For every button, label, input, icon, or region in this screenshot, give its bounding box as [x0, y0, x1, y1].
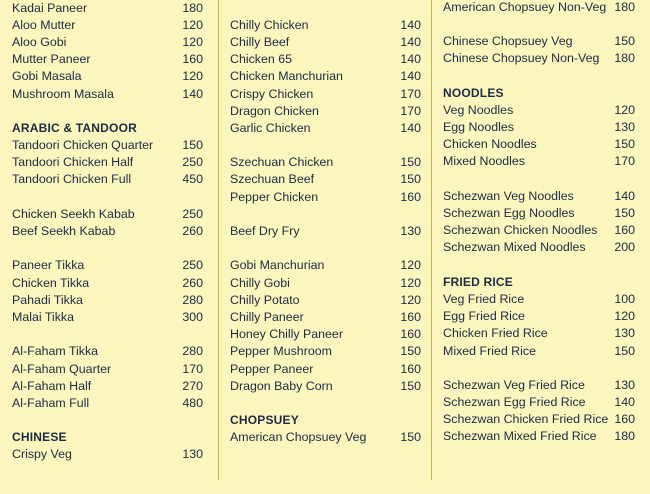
- menu-item-row: [443, 428, 635, 445]
- menu-item-price: 130: [614, 377, 635, 392]
- menu-item-price: 120: [400, 292, 421, 307]
- menu-item-row: [12, 446, 203, 463]
- menu-item-row: [443, 343, 635, 360]
- menu-item-price: 160: [400, 361, 421, 376]
- section-gap: [230, 395, 421, 412]
- menu-item-price: 250: [182, 206, 203, 221]
- section-gap: [12, 189, 203, 206]
- menu-item-row: [12, 257, 203, 274]
- menu-item-name: Mushroom Masala: [12, 86, 114, 101]
- menu-item-row: [12, 0, 203, 17]
- section-heading: CHINESE: [12, 430, 67, 445]
- menu-item-price: 120: [400, 258, 421, 273]
- menu-item-row: [12, 154, 203, 171]
- menu-item-name: Paneer Tikka: [12, 258, 85, 273]
- menu-item-price: 150: [400, 430, 421, 445]
- menu-item-price: 120: [182, 34, 203, 49]
- menu-item-row: [12, 206, 203, 223]
- menu-item-row: [443, 188, 635, 205]
- menu-item-row: [443, 325, 635, 342]
- menu-item-price: 120: [400, 275, 421, 290]
- menu-item-row: [230, 343, 421, 360]
- menu-item-name: American Chopsuey Veg: [230, 430, 367, 445]
- menu-item-row: [230, 223, 421, 240]
- menu-item-price: 150: [614, 343, 635, 358]
- menu-item-name: Chicken Manchurian: [230, 69, 343, 84]
- menu-item-row: [12, 223, 203, 240]
- menu-item-row: [230, 17, 421, 34]
- menu-item-name: Mixed Fried Rice: [443, 343, 536, 358]
- menu-item-price: 130: [182, 447, 203, 462]
- menu-item-row: [443, 102, 635, 119]
- menu-item-row: [230, 103, 421, 120]
- menu-item-row: [230, 309, 421, 326]
- menu-item-price: 170: [400, 103, 421, 118]
- menu-item-row: [12, 86, 203, 103]
- section-gap: [12, 412, 203, 429]
- menu-item-price: 130: [614, 326, 635, 341]
- menu-item-name: Szechuan Beef: [230, 172, 315, 187]
- menu-item-price: 140: [614, 188, 635, 203]
- menu-item-row: [12, 171, 203, 188]
- menu-item-name: Kadai Paneer: [12, 0, 88, 15]
- section-heading: ARABIC & TANDOOR: [12, 120, 137, 135]
- menu-item-price: 140: [400, 17, 421, 32]
- menu-item-row: [12, 292, 203, 309]
- section-heading: CHOPSUEY: [230, 413, 299, 428]
- menu-item-name: Tandoori Chicken Half: [12, 155, 134, 170]
- menu-item-row: [443, 222, 635, 239]
- menu-item-name: Schezwan Chicken Fried Rice: [443, 412, 609, 427]
- menu-item-name: Chinese Chopsuey Veg: [443, 34, 573, 49]
- menu-item-name: Schezwan Veg Fried Rice: [443, 377, 585, 392]
- menu-item-price: 160: [182, 52, 203, 67]
- menu-item-name: Crispy Chicken: [230, 86, 314, 101]
- menu-item-name: American Chopsuey Non-Veg: [443, 0, 607, 14]
- column-divider-right: [431, 0, 432, 480]
- menu-item-name: Beef Seekh Kabab: [12, 224, 116, 239]
- menu-item-name: Chicken Seekh Kabab: [12, 206, 135, 221]
- menu-item-row: [230, 154, 421, 171]
- menu-item-name: Schezwan Mixed Fried Rice: [443, 429, 597, 444]
- menu-item-row: [230, 292, 421, 309]
- menu-item-name: Chilly Potato: [230, 292, 300, 307]
- menu-item-price: 180: [614, 0, 635, 14]
- menu-item-row: [443, 394, 635, 411]
- menu-item-name: Chilly Gobi: [230, 275, 290, 290]
- menu-item-name: Veg Fried Rice: [443, 291, 525, 306]
- menu-item-price: 260: [182, 275, 203, 290]
- menu-item-name: Chicken 65: [230, 52, 292, 67]
- menu-column-2: [230, 17, 421, 447]
- menu-item-name: Tandoori Chicken Full: [12, 172, 132, 187]
- menu-item-price: 150: [400, 155, 421, 170]
- menu-item-name: Gobi Manchurian: [230, 258, 325, 273]
- menu-item-price: 120: [614, 309, 635, 324]
- menu-item-row: [12, 361, 203, 378]
- menu-item-price: 200: [614, 240, 635, 255]
- menu-item-price: 160: [400, 327, 421, 342]
- menu-item-row: [230, 68, 421, 85]
- section-gap: [230, 137, 421, 154]
- menu-item-name: Chilly Beef: [230, 34, 290, 49]
- menu-item-row: [230, 429, 421, 446]
- menu-item-name: Egg Noodles: [443, 120, 514, 135]
- menu-item-row: [230, 189, 421, 206]
- menu-item-price: 140: [400, 52, 421, 67]
- section-gap: [443, 257, 635, 274]
- menu-item-row: [12, 68, 203, 85]
- menu-item-row: [443, 239, 635, 256]
- menu-item-name: Al-Faham Quarter: [12, 361, 112, 376]
- menu-item-row: [443, 377, 635, 394]
- menu-item-name: Schezwan Mixed Noodles: [443, 240, 586, 255]
- menu-item-name: Pepper Paneer: [230, 361, 314, 376]
- menu-item-price: 180: [614, 429, 635, 444]
- menu-item-row: [12, 34, 203, 51]
- menu-item-name: Veg Noodles: [443, 102, 514, 117]
- menu-item-name: Schezwan Egg Fried Rice: [443, 395, 586, 410]
- section-gap: [443, 171, 635, 188]
- menu-item-row: [443, 136, 635, 153]
- menu-item-name: Beef Dry Fry: [230, 224, 300, 239]
- menu-item-price: 280: [182, 292, 203, 307]
- menu-item-row: [443, 33, 635, 50]
- menu-item-price: 180: [182, 0, 203, 15]
- menu-item-name: Szechuan Chicken: [230, 155, 334, 170]
- menu-item-price: 170: [182, 361, 203, 376]
- menu-item-price: 160: [614, 223, 635, 238]
- menu-item-row: [443, 308, 635, 325]
- menu-item-price: 150: [182, 138, 203, 153]
- menu-item-name: Honey Chilly Paneer: [230, 327, 343, 342]
- menu-item-row: [12, 17, 203, 34]
- menu-item-name: Chicken Noodles: [443, 137, 537, 152]
- menu-item-row: [230, 257, 421, 274]
- menu-item-price: 130: [400, 224, 421, 239]
- menu-item-row: [12, 275, 203, 292]
- menu-item-price: 140: [400, 69, 421, 84]
- menu-item-name: Malai Tikka: [12, 309, 74, 324]
- menu-item-name: Pepper Mushroom: [230, 344, 332, 359]
- menu-item-price: 120: [182, 69, 203, 84]
- menu-item-name: Aloo Gobi: [12, 34, 67, 49]
- menu-item-row: [230, 326, 421, 343]
- menu-item-price: 150: [400, 172, 421, 187]
- section-heading: FRIED RICE: [443, 274, 514, 289]
- menu-item-price: 160: [400, 309, 421, 324]
- menu-item-price: 150: [400, 344, 421, 359]
- menu-item-row: [12, 51, 203, 68]
- menu-item-name: Mixed Noodles: [443, 154, 525, 169]
- menu-item-price: 300: [182, 309, 203, 324]
- menu-item-name: Schezwan Veg Noodles: [443, 188, 574, 203]
- section-gap: [230, 206, 421, 223]
- menu-item-price: 150: [614, 137, 635, 152]
- section-gap: [12, 103, 203, 120]
- menu-item-name: Chinese Chopsuey Non-Veg: [443, 51, 600, 66]
- menu-item-row: [230, 275, 421, 292]
- menu-item-price: 280: [182, 344, 203, 359]
- menu-item-name: Pahadi Tikka: [12, 292, 83, 307]
- menu-item-price: 160: [614, 412, 635, 427]
- menu-item-price: 160: [400, 189, 421, 204]
- menu-item-name: Garlic Chicken: [230, 120, 311, 135]
- menu-item-name: Pepper Chicken: [230, 189, 319, 204]
- menu-item-name: Al-Faham Tikka: [12, 344, 99, 359]
- menu-item-price: 250: [182, 155, 203, 170]
- menu-item-row: [443, 50, 635, 67]
- menu-item-row: [230, 51, 421, 68]
- menu-item-price: 140: [400, 34, 421, 49]
- menu-item-name: Chicken Fried Rice: [443, 326, 548, 341]
- menu-item-row: [443, 205, 635, 222]
- menu-item-name: Crispy Veg: [12, 447, 72, 462]
- menu-item-name: Schezwan Chicken Noodles: [443, 223, 598, 238]
- section-gap: [12, 326, 203, 343]
- menu-item-name: Chilly Paneer: [230, 309, 304, 324]
- menu-item-name: Schezwan Egg Noodles: [443, 206, 575, 220]
- menu-item-row: [443, 0, 635, 16]
- menu-item-price: 150: [614, 34, 635, 49]
- menu-item-name: Al-Faham Full: [12, 395, 90, 410]
- menu-item-row: [12, 137, 203, 154]
- menu-item-price: 270: [182, 378, 203, 393]
- menu-item-name: Tandoori Chicken Quarter: [12, 138, 154, 153]
- menu-item-row: [12, 309, 203, 326]
- menu-item-name: Egg Fried Rice: [443, 309, 525, 324]
- column-divider-left: [218, 0, 219, 480]
- section-gap: [443, 360, 635, 377]
- menu-column-1: [12, 0, 203, 464]
- menu-column-3: [443, 0, 635, 446]
- menu-item-name: Al-Faham Half: [12, 378, 92, 393]
- menu-item-name: Mutter Paneer: [12, 52, 91, 67]
- menu-item-row: [12, 395, 203, 412]
- menu-item-price: 150: [400, 378, 421, 393]
- section-gap: [12, 240, 203, 257]
- menu-item-price: 100: [614, 291, 635, 306]
- section-heading: NOODLES: [443, 85, 504, 100]
- menu-item-price: 140: [400, 120, 421, 135]
- section-gap: [443, 16, 635, 33]
- menu-item-name: Chilly Chicken: [230, 17, 309, 32]
- menu-item-price: 450: [182, 172, 203, 187]
- menu-item-row: [443, 291, 635, 308]
- menu-item-price: 260: [182, 224, 203, 239]
- menu-item-row: [443, 119, 635, 136]
- menu-item-row: [230, 171, 421, 188]
- menu-item-name: Aloo Mutter: [12, 17, 76, 32]
- menu-item-row: [12, 343, 203, 360]
- section-gap: [230, 240, 421, 257]
- menu-item-price: 140: [182, 86, 203, 101]
- menu-item-row: [230, 378, 421, 395]
- menu-item-price: 130: [614, 120, 635, 135]
- menu-item-price: 120: [614, 102, 635, 117]
- menu-item-price: 150: [614, 206, 635, 220]
- menu-item-row: [443, 153, 635, 170]
- section-gap: [443, 68, 635, 85]
- menu-item-price: 480: [182, 395, 203, 410]
- menu-item-name: Dragon Baby Corn: [230, 378, 333, 393]
- menu-item-name: Dragon Chicken: [230, 103, 319, 118]
- menu-item-price: 170: [614, 154, 635, 169]
- menu-item-row: [230, 86, 421, 103]
- menu-item-price: 170: [400, 86, 421, 101]
- menu-item-price: 180: [614, 51, 635, 66]
- menu-item-row: [443, 411, 635, 428]
- menu-item-row: [230, 361, 421, 378]
- menu-item-price: 140: [614, 395, 635, 410]
- menu-item-row: [230, 34, 421, 51]
- menu-item-price: 120: [182, 17, 203, 32]
- menu-item-row: [12, 378, 203, 395]
- menu-item-row: [230, 120, 421, 137]
- menu-item-price: 250: [182, 258, 203, 273]
- menu-item-name: Gobi Masala: [12, 69, 82, 84]
- menu-item-name: Chicken Tikka: [12, 275, 90, 290]
